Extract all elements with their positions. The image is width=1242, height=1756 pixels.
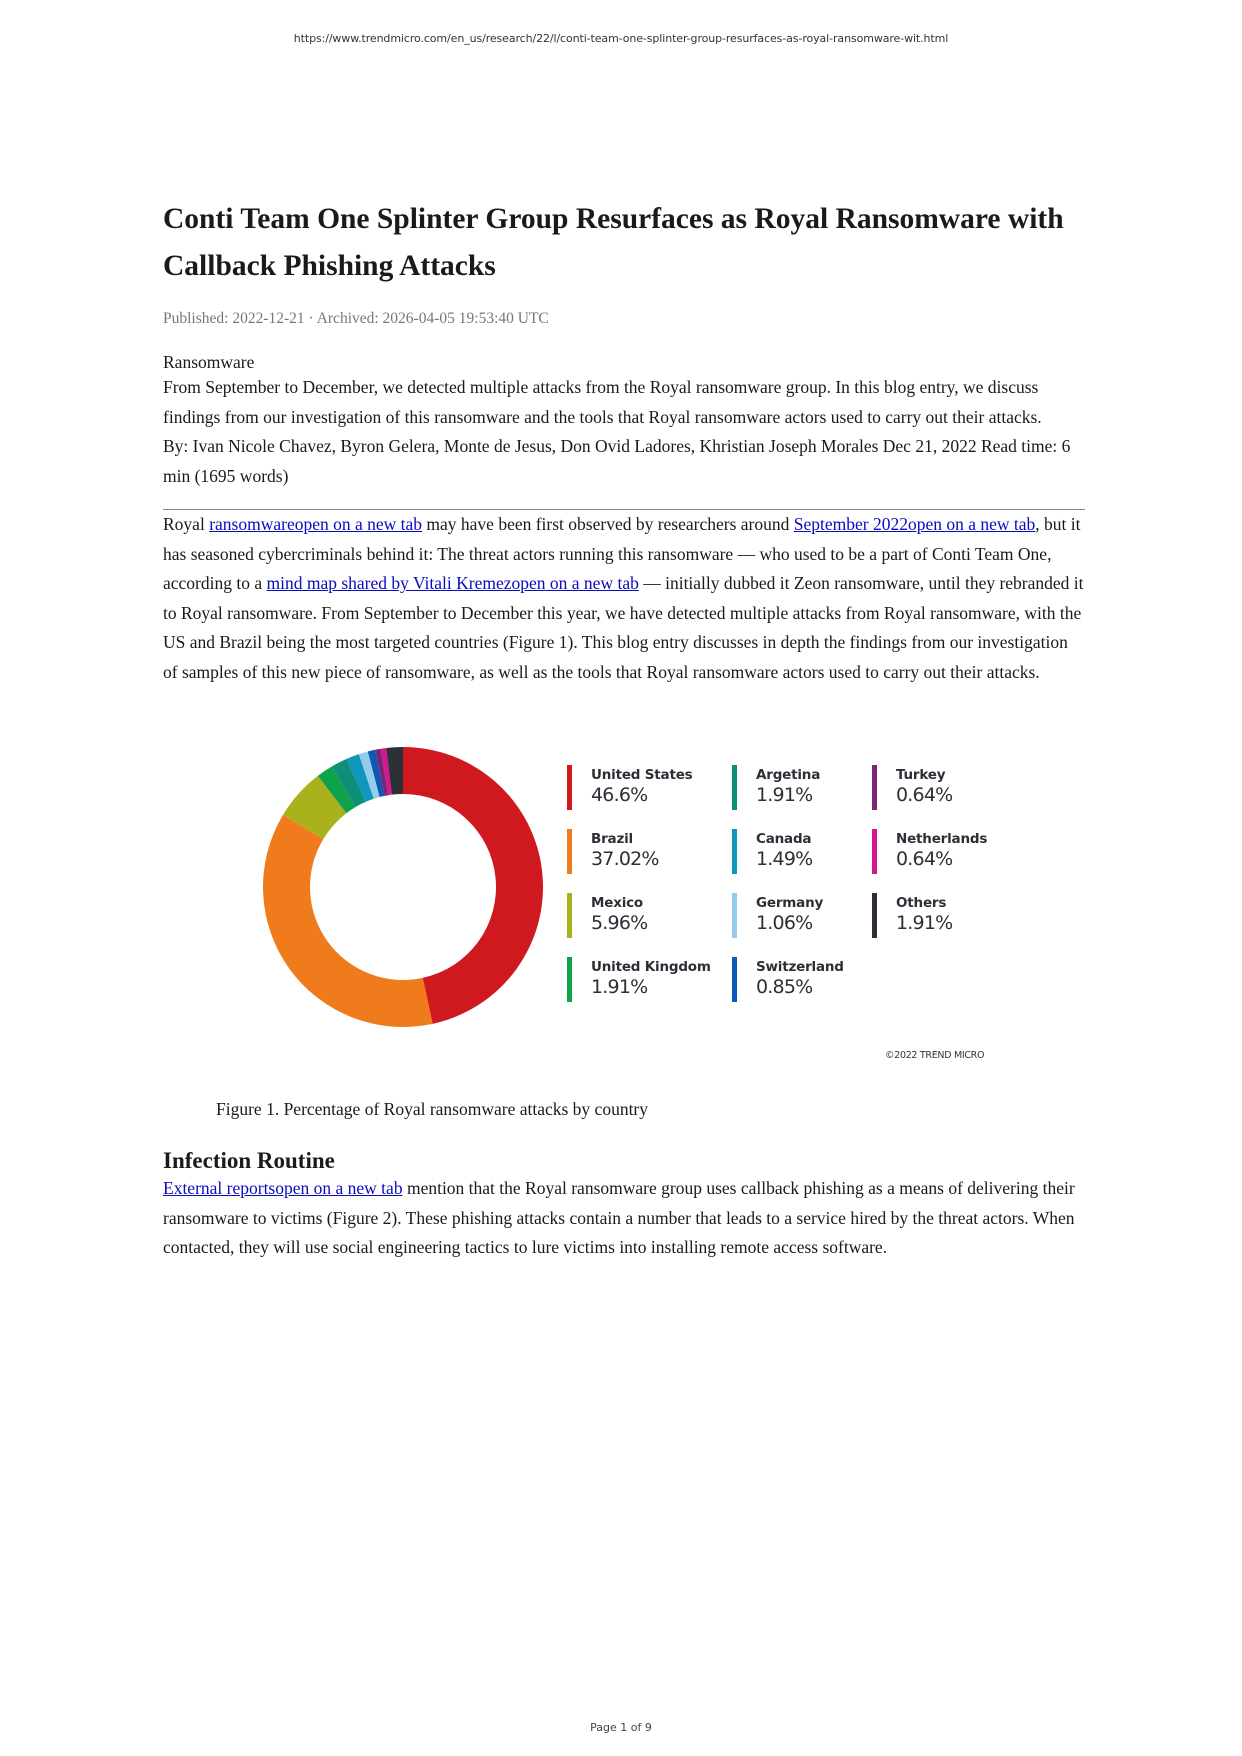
legend-color-swatch [567,893,572,938]
legend-percentage: 1.91% [896,912,953,934]
body-paragraph-1 [163,510,1085,687]
donut-segment-brazil [263,815,433,1027]
legend-item-others [872,893,1022,941]
section-heading-infection-routine: Infection Routine [163,1148,335,1173]
text: — initially dubbed it Zeon ransomware, until they rebranded it to Royal ransomware. From September to December this year, we have detected multiple attacks from Royal ransomware, with the US and Brazil being the most targeted countries (Figure 1). This blog entry discusses in depth the findings from our investigation of samples of this new piece of ransomware, as well as the tools that Royal ransomware actors used to carry out their attacks. [163,573,1084,682]
page-url-header: https://www.trendmicro.com/en_us/research/22/l/conti-team-one-splinter-group-resurfaces-as-royal-ransomware-wit.html [293,32,949,45]
legend-item-argetina [732,765,882,813]
legend-color-swatch [567,765,572,810]
legend-country-name: Netherlands [896,831,988,847]
legend-color-swatch [732,765,737,810]
legend-country-name: Argetina [756,767,821,783]
figure-caption: Figure 1. Percentage of Royal ransomware attacks by country [216,1099,649,1119]
legend-item-united-kingdom [567,957,717,1005]
legend-country-name: Others [896,895,947,911]
article-title: Conti Team One Splinter Group Resurfaces as Royal Ransomware with Callback Phishing Attacks [163,203,1064,282]
chart-legend [567,765,1007,1025]
article-category: Ransomware [163,352,255,372]
legend-color-swatch [732,829,737,874]
external-reports-link[interactable]: External reportsopen on a new tab [163,1178,403,1198]
text: mention that the Royal ransomware group uses callback phishing as a means of delivering their ransomware to victims (Figure 2). These phishing attacks contain a number that leads to a service hired by the threat actors. When contacted, they will use social engineering tactics to lure victims into installing remote access software. [163,1178,1075,1257]
legend-item-turkey [872,765,1022,813]
legend-percentage: 0.85% [756,976,813,998]
legend-country-name: Turkey [896,767,946,783]
publish-meta: Published: 2022-12-21 · Archived: 2026-04-05 19:53:40 UTC [163,310,549,327]
legend-percentage: 1.06% [756,912,813,934]
legend-item-canada [732,829,882,877]
chart-copyright: ©2022 TREND MICRO [885,1050,985,1061]
donut-segment-united-states [403,747,543,1024]
legend-percentage: 1.91% [591,976,648,998]
legend-country-name: Mexico [591,895,644,911]
legend-percentage: 46.6% [591,784,648,806]
legend-color-swatch [732,893,737,938]
legend-percentage: 5.96% [591,912,648,934]
legend-country-name: Canada [756,831,812,847]
figure-1-chart [163,747,1085,1077]
legend-percentage: 0.64% [896,848,953,870]
mind-map-link[interactable]: mind map shared by Vitali Kremezopen on a new tab [266,573,639,593]
legend-item-netherlands [872,829,1022,877]
legend-country-name: United Kingdom [591,959,711,975]
page-number: Page 1 of 9 [590,1721,652,1734]
text: may have been first observed by researchers around [422,514,794,534]
legend-item-mexico [567,893,717,941]
donut-chart [263,747,543,1027]
legend-country-name: Switzerland [756,959,844,975]
legend-item-switzerland [732,957,882,1005]
legend-percentage: 1.49% [756,848,813,870]
legend-color-swatch [872,765,877,810]
legend-percentage: 0.64% [896,784,953,806]
legend-percentage: 1.91% [756,784,813,806]
legend-color-swatch [567,829,572,874]
legend-country-name: Germany [756,895,824,911]
text: Royal [163,514,210,534]
body-paragraph-2 [163,1174,1085,1263]
legend-color-swatch [732,957,737,1002]
legend-item-united-states [567,765,717,813]
article [163,196,1085,1263]
article-byline: By: Ivan Nicole Chavez, Byron Gelera, Monte de Jesus, Don Ovid Ladores, Khristian Joseph Morales Dec 21, 2022 Read time: 6 min (1695 words) [163,436,1071,486]
legend-color-swatch [872,893,877,938]
legend-percentage: 37.02% [591,848,659,870]
text: , but it has seasoned cybercriminals behind it: The threat actors running this ransomware — who used to be a part of Conti Team One, according to a [163,514,1081,593]
september-2022-link[interactable]: September 2022open on a new tab [793,514,1036,534]
ransomware-link[interactable]: ransomwareopen on a new tab [209,514,423,534]
legend-color-swatch [872,829,877,874]
legend-country-name: Brazil [591,831,633,847]
legend-item-germany [732,893,882,941]
legend-item-brazil [567,829,717,877]
legend-country-name: United States [591,767,693,783]
article-summary: From September to December, we detected multiple attacks from the Royal ransomware group. In this blog entry, we discuss findings from our investigation of this ransomware and the tools that Royal ransomware actors used to carry out their attacks. [163,377,1042,427]
legend-color-swatch [567,957,572,1002]
